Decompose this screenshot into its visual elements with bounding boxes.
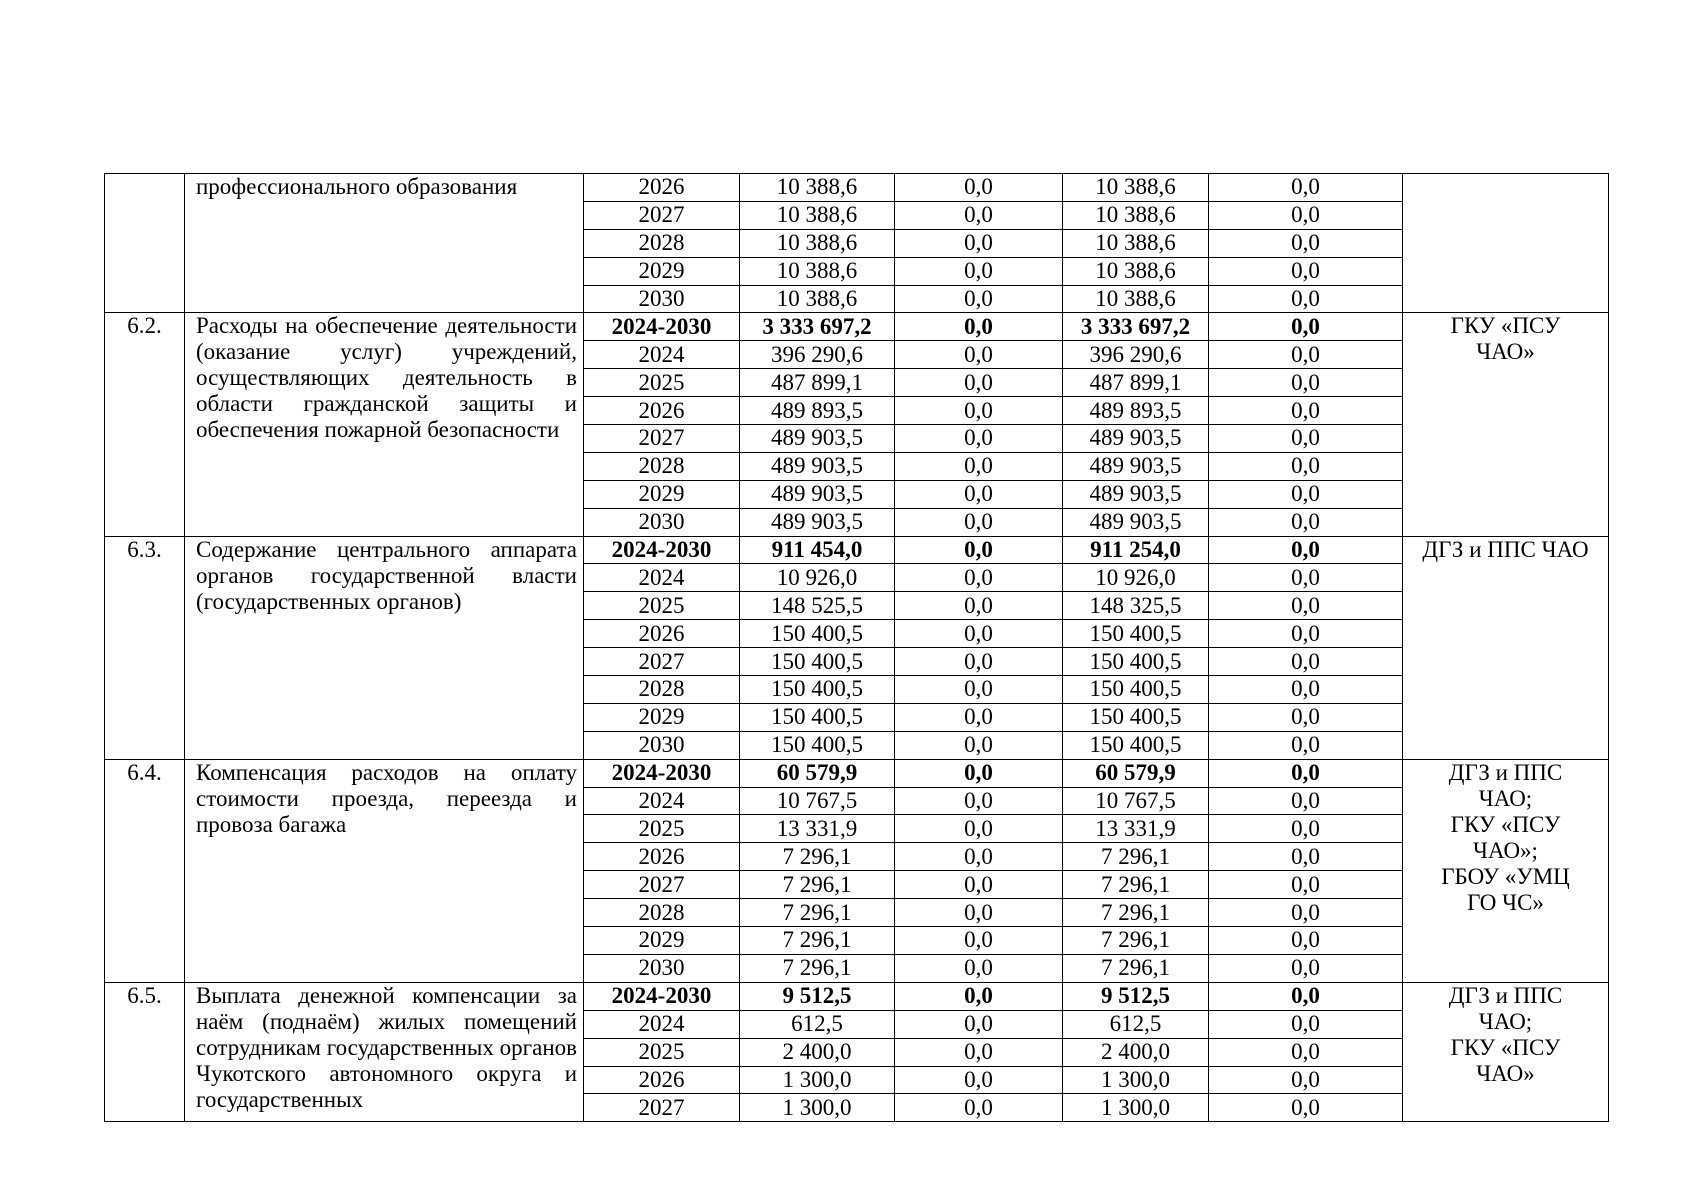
funding-cell: 13 331,9 xyxy=(1063,815,1209,843)
funding-cell: 0,0 xyxy=(1209,480,1403,508)
total-cell: 612,5 xyxy=(740,1010,895,1038)
period-cell: 2029 xyxy=(584,927,740,955)
total-cell: 1 300,0 xyxy=(740,1066,895,1094)
item-number: 6.2. xyxy=(105,313,185,536)
funding-cell: 0,0 xyxy=(1209,341,1403,369)
funding-cell: 0,0 xyxy=(1209,759,1403,787)
funding-cell: 0,0 xyxy=(1209,397,1403,425)
funding-cell: 0,0 xyxy=(1209,982,1403,1010)
funding-cell: 0,0 xyxy=(895,397,1063,425)
funding-cell: 0,0 xyxy=(895,564,1063,592)
item-description: Содержание центрального аппарата органов государственной власти (государственных органов) xyxy=(185,536,584,759)
responsible-line: ЧАО» xyxy=(1476,339,1535,365)
total-cell: 9 512,5 xyxy=(740,982,895,1010)
responsible-executor xyxy=(1403,759,1609,982)
period-cell: 2024-2030 xyxy=(584,313,740,341)
item-number: 6.5. xyxy=(105,982,185,1121)
item-number xyxy=(105,174,185,313)
period-cell: 2025 xyxy=(584,369,740,397)
funding-cell: 0,0 xyxy=(895,452,1063,480)
funding-cell: 0,0 xyxy=(895,480,1063,508)
total-cell: 60 579,9 xyxy=(740,759,895,787)
table-body xyxy=(105,174,1609,1122)
funding-cell: 0,0 xyxy=(1209,787,1403,815)
total-cell: 10 767,5 xyxy=(740,787,895,815)
funding-cell: 0,0 xyxy=(895,425,1063,453)
period-cell: 2030 xyxy=(584,508,740,536)
funding-cell: 7 296,1 xyxy=(1063,954,1209,982)
total-cell: 150 400,5 xyxy=(740,620,895,648)
total-cell: 911 454,0 xyxy=(740,536,895,564)
funding-cell: 0,0 xyxy=(1209,1066,1403,1094)
funding-cell: 0,0 xyxy=(1209,954,1403,982)
period-cell: 2029 xyxy=(584,703,740,731)
period-cell: 2027 xyxy=(584,648,740,676)
total-cell: 396 290,6 xyxy=(740,341,895,369)
funding-cell: 0,0 xyxy=(895,620,1063,648)
funding-cell: 0,0 xyxy=(895,787,1063,815)
funding-cell: 489 903,5 xyxy=(1063,508,1209,536)
total-cell: 150 400,5 xyxy=(740,703,895,731)
funding-cell: 150 400,5 xyxy=(1063,703,1209,731)
period-cell: 2026 xyxy=(584,397,740,425)
responsible-executor xyxy=(1403,174,1609,313)
total-cell: 150 400,5 xyxy=(740,731,895,759)
period-cell: 2028 xyxy=(584,676,740,704)
responsible-line: ГКУ «ПСУ xyxy=(1450,811,1561,837)
funding-cell: 0,0 xyxy=(1209,536,1403,564)
funding-cell: 489 903,5 xyxy=(1063,452,1209,480)
funding-cell: 0,0 xyxy=(895,1010,1063,1038)
funding-cell: 0,0 xyxy=(895,257,1063,285)
funding-cell: 0,0 xyxy=(1209,425,1403,453)
funding-cell: 0,0 xyxy=(895,731,1063,759)
funding-cell: 0,0 xyxy=(1209,648,1403,676)
funding-cell: 10 388,6 xyxy=(1063,257,1209,285)
funding-cell: 0,0 xyxy=(895,285,1063,313)
funding-cell: 2 400,0 xyxy=(1063,1038,1209,1066)
funding-cell: 0,0 xyxy=(895,313,1063,341)
funding-cell: 0,0 xyxy=(895,703,1063,731)
item-description: профессионального образования xyxy=(185,174,584,313)
funding-cell: 3 333 697,2 xyxy=(1063,313,1209,341)
period-cell: 2024-2030 xyxy=(584,759,740,787)
period-cell: 2027 xyxy=(584,871,740,899)
total-cell: 148 525,5 xyxy=(740,592,895,620)
period-cell: 2030 xyxy=(584,285,740,313)
responsible-line: ГКУ «ПСУ xyxy=(1450,1034,1561,1060)
period-cell: 2026 xyxy=(584,1066,740,1094)
period-cell: 2027 xyxy=(584,425,740,453)
funding-cell: 0,0 xyxy=(1209,564,1403,592)
funding-cell: 0,0 xyxy=(895,927,1063,955)
funding-cell: 148 325,5 xyxy=(1063,592,1209,620)
item-description: Компенсация расходов на оплату стоимости проезда, переезда и провоза багажа xyxy=(185,759,584,982)
period-cell: 2025 xyxy=(584,592,740,620)
funding-cell: 1 300,0 xyxy=(1063,1066,1209,1094)
table-row xyxy=(105,174,1609,202)
responsible-line: ДГЗ и ППС xyxy=(1448,982,1563,1008)
funding-cell: 0,0 xyxy=(895,592,1063,620)
funding-cell: 0,0 xyxy=(895,174,1063,202)
funding-cell: 0,0 xyxy=(1209,843,1403,871)
responsible-executor xyxy=(1403,982,1609,1121)
total-cell: 150 400,5 xyxy=(740,648,895,676)
funding-cell: 489 893,5 xyxy=(1063,397,1209,425)
total-cell: 7 296,1 xyxy=(740,871,895,899)
total-cell: 10 388,6 xyxy=(740,257,895,285)
responsible-line: ГБОУ «УМЦ xyxy=(1441,863,1570,889)
period-cell: 2028 xyxy=(584,229,740,257)
funding-cell: 10 388,6 xyxy=(1063,174,1209,202)
total-cell: 10 388,6 xyxy=(740,174,895,202)
responsible-line: ГКУ «ПСУ xyxy=(1450,313,1561,339)
funding-cell: 0,0 xyxy=(895,759,1063,787)
table-row xyxy=(105,982,1609,1010)
funding-cell: 0,0 xyxy=(1209,1010,1403,1038)
period-cell: 2027 xyxy=(584,201,740,229)
funding-cell: 10 388,6 xyxy=(1063,229,1209,257)
item-description: Расходы на обеспечение деятельности (оказание услуг) учреждений, осуществляющих деятельность в области гражданской защиты и обеспечения пожарной безопасности xyxy=(185,313,584,536)
funding-cell: 0,0 xyxy=(1209,229,1403,257)
funding-cell: 0,0 xyxy=(1209,174,1403,202)
funding-cell: 489 903,5 xyxy=(1063,425,1209,453)
funding-cell: 150 400,5 xyxy=(1063,731,1209,759)
funding-cell: 10 388,6 xyxy=(1063,201,1209,229)
total-cell: 150 400,5 xyxy=(740,676,895,704)
responsible-executor xyxy=(1403,313,1609,536)
table-row xyxy=(105,313,1609,341)
period-cell: 2030 xyxy=(584,954,740,982)
total-cell: 10 388,6 xyxy=(740,285,895,313)
total-cell: 489 903,5 xyxy=(740,508,895,536)
funding-cell: 0,0 xyxy=(1209,927,1403,955)
responsible-line: ДГЗ и ППС xyxy=(1448,759,1563,785)
total-cell: 489 903,5 xyxy=(740,452,895,480)
responsible-executor xyxy=(1403,536,1609,759)
funding-cell: 10 388,6 xyxy=(1063,285,1209,313)
period-cell: 2025 xyxy=(584,1038,740,1066)
funding-cell: 487 899,1 xyxy=(1063,369,1209,397)
total-cell: 3 333 697,2 xyxy=(740,313,895,341)
period-cell: 2024-2030 xyxy=(584,982,740,1010)
funding-cell: 0,0 xyxy=(1209,1094,1403,1122)
responsible-line: ЧАО»; xyxy=(1473,837,1538,863)
funding-cell: 0,0 xyxy=(895,229,1063,257)
funding-cell: 0,0 xyxy=(895,648,1063,676)
period-cell: 2024 xyxy=(584,564,740,592)
period-cell: 2030 xyxy=(584,731,740,759)
total-cell: 10 388,6 xyxy=(740,229,895,257)
funding-cell: 0,0 xyxy=(895,508,1063,536)
period-cell: 2029 xyxy=(584,480,740,508)
table-row xyxy=(105,759,1609,787)
funding-cell: 0,0 xyxy=(895,871,1063,899)
responsible-line: ЧАО» xyxy=(1476,1060,1535,1086)
item-number: 6.3. xyxy=(105,536,185,759)
funding-cell: 0,0 xyxy=(1209,815,1403,843)
funding-cell: 10 767,5 xyxy=(1063,787,1209,815)
funding-cell: 60 579,9 xyxy=(1063,759,1209,787)
funding-cell: 0,0 xyxy=(895,899,1063,927)
funding-cell: 7 296,1 xyxy=(1063,871,1209,899)
total-cell: 1 300,0 xyxy=(740,1094,895,1122)
funding-cell: 0,0 xyxy=(1209,201,1403,229)
total-cell: 489 903,5 xyxy=(740,425,895,453)
funding-cell: 0,0 xyxy=(895,954,1063,982)
total-cell: 10 926,0 xyxy=(740,564,895,592)
item-description: Выплата денежной компенсации за наём (поднаём) жилых помещений сотрудникам государственных органов Чукотского автономного округа и государственных xyxy=(185,982,584,1121)
funding-cell: 911 254,0 xyxy=(1063,536,1209,564)
funding-cell: 396 290,6 xyxy=(1063,341,1209,369)
funding-cell: 612,5 xyxy=(1063,1010,1209,1038)
funding-cell: 0,0 xyxy=(895,815,1063,843)
funding-cell: 0,0 xyxy=(1209,1038,1403,1066)
funding-cell: 0,0 xyxy=(1209,313,1403,341)
funding-cell: 0,0 xyxy=(1209,620,1403,648)
period-cell: 2028 xyxy=(584,452,740,480)
funding-cell: 0,0 xyxy=(895,369,1063,397)
funding-cell: 1 300,0 xyxy=(1063,1094,1209,1122)
period-cell: 2024 xyxy=(584,1010,740,1038)
budget-table xyxy=(104,173,1609,1122)
responsible-line: ДГЗ и ППС ЧАО xyxy=(1422,536,1589,562)
funding-cell: 0,0 xyxy=(1209,285,1403,313)
table-row xyxy=(105,536,1609,564)
total-cell: 10 388,6 xyxy=(740,201,895,229)
total-cell: 489 893,5 xyxy=(740,397,895,425)
funding-cell: 0,0 xyxy=(1209,899,1403,927)
period-cell: 2026 xyxy=(584,174,740,202)
funding-cell: 0,0 xyxy=(1209,452,1403,480)
funding-cell: 0,0 xyxy=(895,1038,1063,1066)
responsible-line: ГО ЧС» xyxy=(1467,889,1544,915)
funding-cell: 0,0 xyxy=(895,843,1063,871)
funding-cell: 0,0 xyxy=(1209,871,1403,899)
funding-cell: 0,0 xyxy=(895,1066,1063,1094)
period-cell: 2024-2030 xyxy=(584,536,740,564)
funding-cell: 0,0 xyxy=(895,982,1063,1010)
funding-cell: 0,0 xyxy=(895,201,1063,229)
total-cell: 487 899,1 xyxy=(740,369,895,397)
funding-cell: 0,0 xyxy=(895,341,1063,369)
funding-cell: 0,0 xyxy=(1209,592,1403,620)
funding-cell: 0,0 xyxy=(895,536,1063,564)
period-cell: 2024 xyxy=(584,787,740,815)
funding-cell: 10 926,0 xyxy=(1063,564,1209,592)
period-cell: 2025 xyxy=(584,815,740,843)
period-cell: 2026 xyxy=(584,620,740,648)
item-number: 6.4. xyxy=(105,759,185,982)
responsible-line: ЧАО; xyxy=(1478,785,1533,811)
funding-cell: 7 296,1 xyxy=(1063,843,1209,871)
total-cell: 7 296,1 xyxy=(740,899,895,927)
funding-cell: 7 296,1 xyxy=(1063,927,1209,955)
funding-cell: 0,0 xyxy=(1209,369,1403,397)
funding-cell: 150 400,5 xyxy=(1063,620,1209,648)
funding-cell: 0,0 xyxy=(1209,703,1403,731)
period-cell: 2027 xyxy=(584,1094,740,1122)
funding-cell: 0,0 xyxy=(895,676,1063,704)
funding-cell: 150 400,5 xyxy=(1063,648,1209,676)
funding-cell: 0,0 xyxy=(1209,508,1403,536)
period-cell: 2024 xyxy=(584,341,740,369)
period-cell: 2029 xyxy=(584,257,740,285)
total-cell: 2 400,0 xyxy=(740,1038,895,1066)
total-cell: 7 296,1 xyxy=(740,954,895,982)
funding-cell: 489 903,5 xyxy=(1063,480,1209,508)
funding-cell: 150 400,5 xyxy=(1063,676,1209,704)
funding-cell: 0,0 xyxy=(1209,731,1403,759)
total-cell: 489 903,5 xyxy=(740,480,895,508)
funding-cell: 0,0 xyxy=(895,1094,1063,1122)
total-cell: 7 296,1 xyxy=(740,843,895,871)
funding-cell: 0,0 xyxy=(1209,257,1403,285)
total-cell: 7 296,1 xyxy=(740,927,895,955)
funding-cell: 7 296,1 xyxy=(1063,899,1209,927)
period-cell: 2026 xyxy=(584,843,740,871)
responsible-line: ЧАО; xyxy=(1478,1008,1533,1034)
total-cell: 13 331,9 xyxy=(740,815,895,843)
period-cell: 2028 xyxy=(584,899,740,927)
funding-cell: 9 512,5 xyxy=(1063,982,1209,1010)
funding-cell: 0,0 xyxy=(1209,676,1403,704)
